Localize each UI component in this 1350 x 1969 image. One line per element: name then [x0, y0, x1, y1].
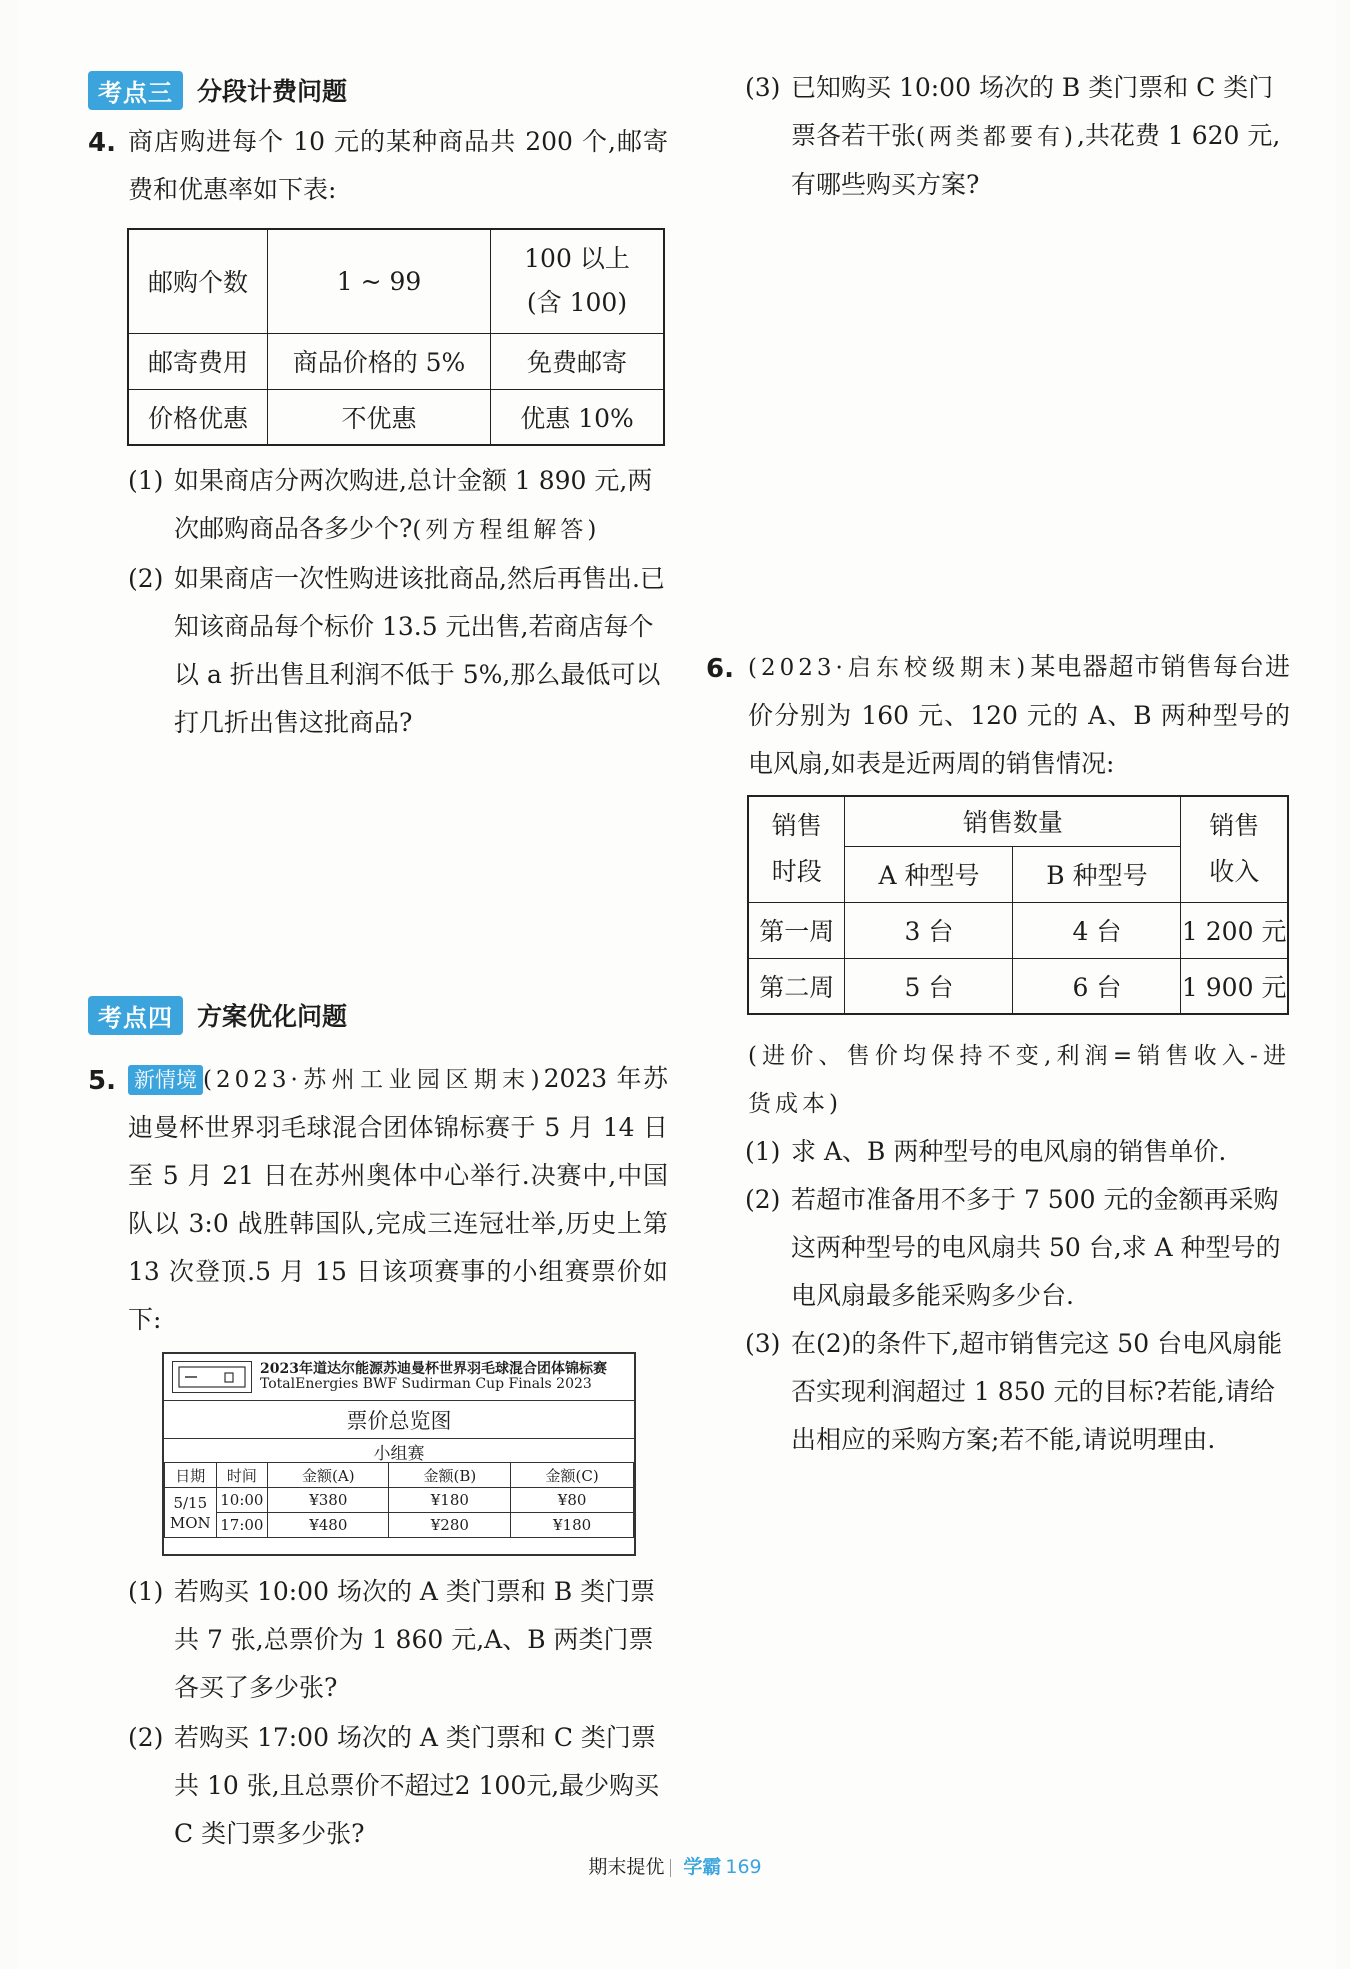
new-context-tag: 新情境 — [128, 1065, 203, 1095]
event-logo — [172, 1361, 252, 1393]
sub-note: (列方程组解答) — [412, 517, 601, 543]
sub-question-2 — [745, 1176, 1290, 1320]
source: (2023·启东校级期末) — [748, 655, 1030, 681]
sub-label: (3) — [745, 73, 781, 102]
sub-label: (2) — [128, 564, 164, 593]
table-cell: 销售数量 — [845, 796, 1181, 846]
table-cell — [1181, 796, 1288, 902]
divider — [670, 1859, 671, 1877]
question-stem — [748, 643, 1290, 788]
table-cell: 1 900 元 — [1181, 958, 1288, 1014]
sub-question-2 — [128, 1714, 668, 1858]
question-stem — [128, 1055, 668, 1344]
sub-text: 在(2)的条件下,超市销售完这 50 台电风扇能否实现利润超过 1 850 元的目标?若能,请给出相应的采购方案;若不能,请说明理由. — [791, 1329, 1283, 1454]
sub-question-1 — [745, 1128, 1290, 1176]
sub-label: (3) — [745, 1329, 781, 1358]
sub-text: 求 A、B 两种型号的电风扇的销售单价. — [791, 1137, 1227, 1166]
sub-question-3 — [745, 64, 1290, 209]
cell-line: 销售 — [1209, 811, 1260, 841]
section-tag: 考点四 — [88, 996, 183, 1035]
ticket-cell: ¥280 — [389, 1513, 511, 1538]
section-title: 方案优化问题 — [197, 1002, 348, 1031]
cell-line: 时段 — [771, 857, 822, 887]
ticket-header: 金额(C) — [511, 1463, 634, 1488]
sub-question-1 — [128, 1568, 668, 1712]
stem-text: 苏迪曼杯世界羽毛球混合团体锦标赛于 5 月 14 日至 5 月 21 日在苏州奥体中心举行.决赛中,中国队以 3:0 战胜韩国队,完成三连冠壮举,历史上第 13 次登顶.5 月 15 日该项赛事的小组赛票价如下: — [128, 1064, 668, 1334]
table-cell: 3 台 — [845, 902, 1013, 958]
table-cell: 商品价格的 5% — [268, 333, 491, 389]
question-number: 6. — [706, 654, 734, 684]
table-cell: 5 台 — [845, 958, 1013, 1014]
section-title: 分段计费问题 — [197, 77, 348, 106]
table-cell: B 种型号 — [1013, 846, 1181, 902]
ticket-cell: 17:00 — [216, 1513, 268, 1538]
sub-label: (1) — [128, 1577, 164, 1606]
table-cell — [491, 229, 665, 333]
section-header-4 — [88, 995, 347, 1035]
footer-brand: 学霸 — [683, 1856, 722, 1878]
ticket-header: 金额(A) — [268, 1463, 389, 1488]
note: (进价、售价均保持不变,利润=销售收入-进货成本) — [748, 1043, 1290, 1117]
stem-text: 某电器超市销售每台进价分别为 160 元、120 元的 A、B 两种型号的电风扇,如表是近两周的销售情况: — [748, 652, 1290, 778]
question-number: 5. — [88, 1066, 116, 1096]
ticket-cell: ¥80 — [511, 1488, 634, 1513]
ticket-cell: ¥180 — [511, 1513, 634, 1538]
cell-line: 销售 — [771, 811, 822, 841]
question-number: 4. — [88, 128, 116, 158]
cell-line: (含 100) — [526, 288, 628, 318]
footer-label: 期末提优 — [588, 1856, 665, 1878]
section-tag: 考点三 — [88, 71, 183, 110]
table-cell: 1 200 元 — [1181, 902, 1288, 958]
ticket-group: 小组赛 — [164, 1438, 634, 1464]
ticket-table — [164, 1462, 634, 1538]
table-cell: 第二周 — [748, 958, 845, 1014]
source: (2023·苏州工业园区期末) — [203, 1067, 544, 1093]
sub-question-3 — [745, 1320, 1290, 1464]
sub-note: (两类都要有) — [916, 124, 1077, 150]
cell-line: 100 以上 — [524, 244, 630, 274]
sub-question-1 — [128, 457, 668, 554]
sub-text: 已知购买 10:00 场次的 B 类门票和 C 类门票各若干张 — [791, 73, 1274, 150]
question-stem: 商店购进每个 10 元的某种商品共 200 个,邮寄费和优惠率如下表: — [128, 127, 668, 204]
ticket-cell: ¥480 — [268, 1513, 389, 1538]
sub-label: (1) — [128, 466, 164, 495]
table-cell: 邮购个数 — [128, 229, 268, 333]
sub-text: ,共花费 1 620 元,有哪些购买方案? — [791, 121, 1281, 199]
section-header-3 — [88, 70, 347, 110]
date-text: 5/15 — [173, 1493, 208, 1512]
sub-text: 若购买 10:00 场次的 A 类门票和 B 类门票共 7 张,总票价为 1 860 元,A、B 两类门票各买了多少张? — [174, 1577, 656, 1702]
table-cell: 邮寄费用 — [128, 333, 268, 389]
sub-text: 如果商店分两次购进,总计金额 1 890 元,两次邮购商品各多少个? — [174, 466, 653, 543]
table-cell: 不优惠 — [268, 389, 491, 445]
ticket-price-chart — [162, 1352, 636, 1556]
day-text: MON — [169, 1513, 211, 1532]
ticket-heading: 票价总览图 — [164, 1400, 634, 1435]
sub-text: 如果商店一次性购进该批商品,然后再售出.已知该商品每个标价 13.5 元出售,若商店每个以 a 折出售且利润不低于 5%,那么最低可以打几折出售这批商品? — [174, 564, 665, 737]
sub-text: 若超市准备用不多于 7 500 元的金额再采购这两种型号的电风扇共 50 台,求 A 种型号的电风扇最多能采购多少台. — [791, 1185, 1281, 1310]
cell-line: 收入 — [1209, 857, 1260, 887]
table-cell: 1 ~ 99 — [268, 229, 491, 333]
table-cell: 第一周 — [748, 902, 845, 958]
table-cell: 价格优惠 — [128, 389, 268, 445]
sub-question-2 — [128, 555, 668, 747]
ticket-title-cn: 2023年道达尔能源苏迪曼杯世界羽毛球混合团体锦标赛 — [260, 1361, 607, 1377]
sub-label: (2) — [745, 1185, 781, 1214]
table-cell: 优惠 10% — [491, 389, 665, 445]
sales-table — [747, 795, 1289, 1015]
ticket-header: 日期 — [165, 1463, 217, 1488]
page-number: 169 — [725, 1856, 762, 1878]
ticket-header: 时间 — [216, 1463, 268, 1488]
table-cell — [748, 796, 845, 902]
ticket-date — [165, 1488, 217, 1538]
sub-text: 若购买 17:00 场次的 A 类门票和 C 类门票共 10 张,且总票价不超过2 100元,最少购买 C 类门票多少张? — [174, 1723, 660, 1848]
ticket-cell: 10:00 — [216, 1488, 268, 1513]
table-cell: 4 台 — [1013, 902, 1181, 958]
table-cell: 6 台 — [1013, 958, 1181, 1014]
page-footer — [0, 1852, 1350, 1879]
mail-order-table — [127, 228, 665, 446]
table-cell: A 种型号 — [845, 846, 1013, 902]
ticket-cell: ¥380 — [268, 1488, 389, 1513]
ticket-title-en: TotalEnergies BWF Sudirman Cup Finals 2023 — [260, 1376, 592, 1392]
sub-label: (1) — [745, 1137, 781, 1166]
stem-text: 2023 年 — [543, 1064, 643, 1093]
sub-label: (2) — [128, 1723, 164, 1752]
ticket-cell: ¥180 — [389, 1488, 511, 1513]
ticket-header: 金额(B) — [389, 1463, 511, 1488]
table-cell: 免费邮寄 — [491, 333, 665, 389]
